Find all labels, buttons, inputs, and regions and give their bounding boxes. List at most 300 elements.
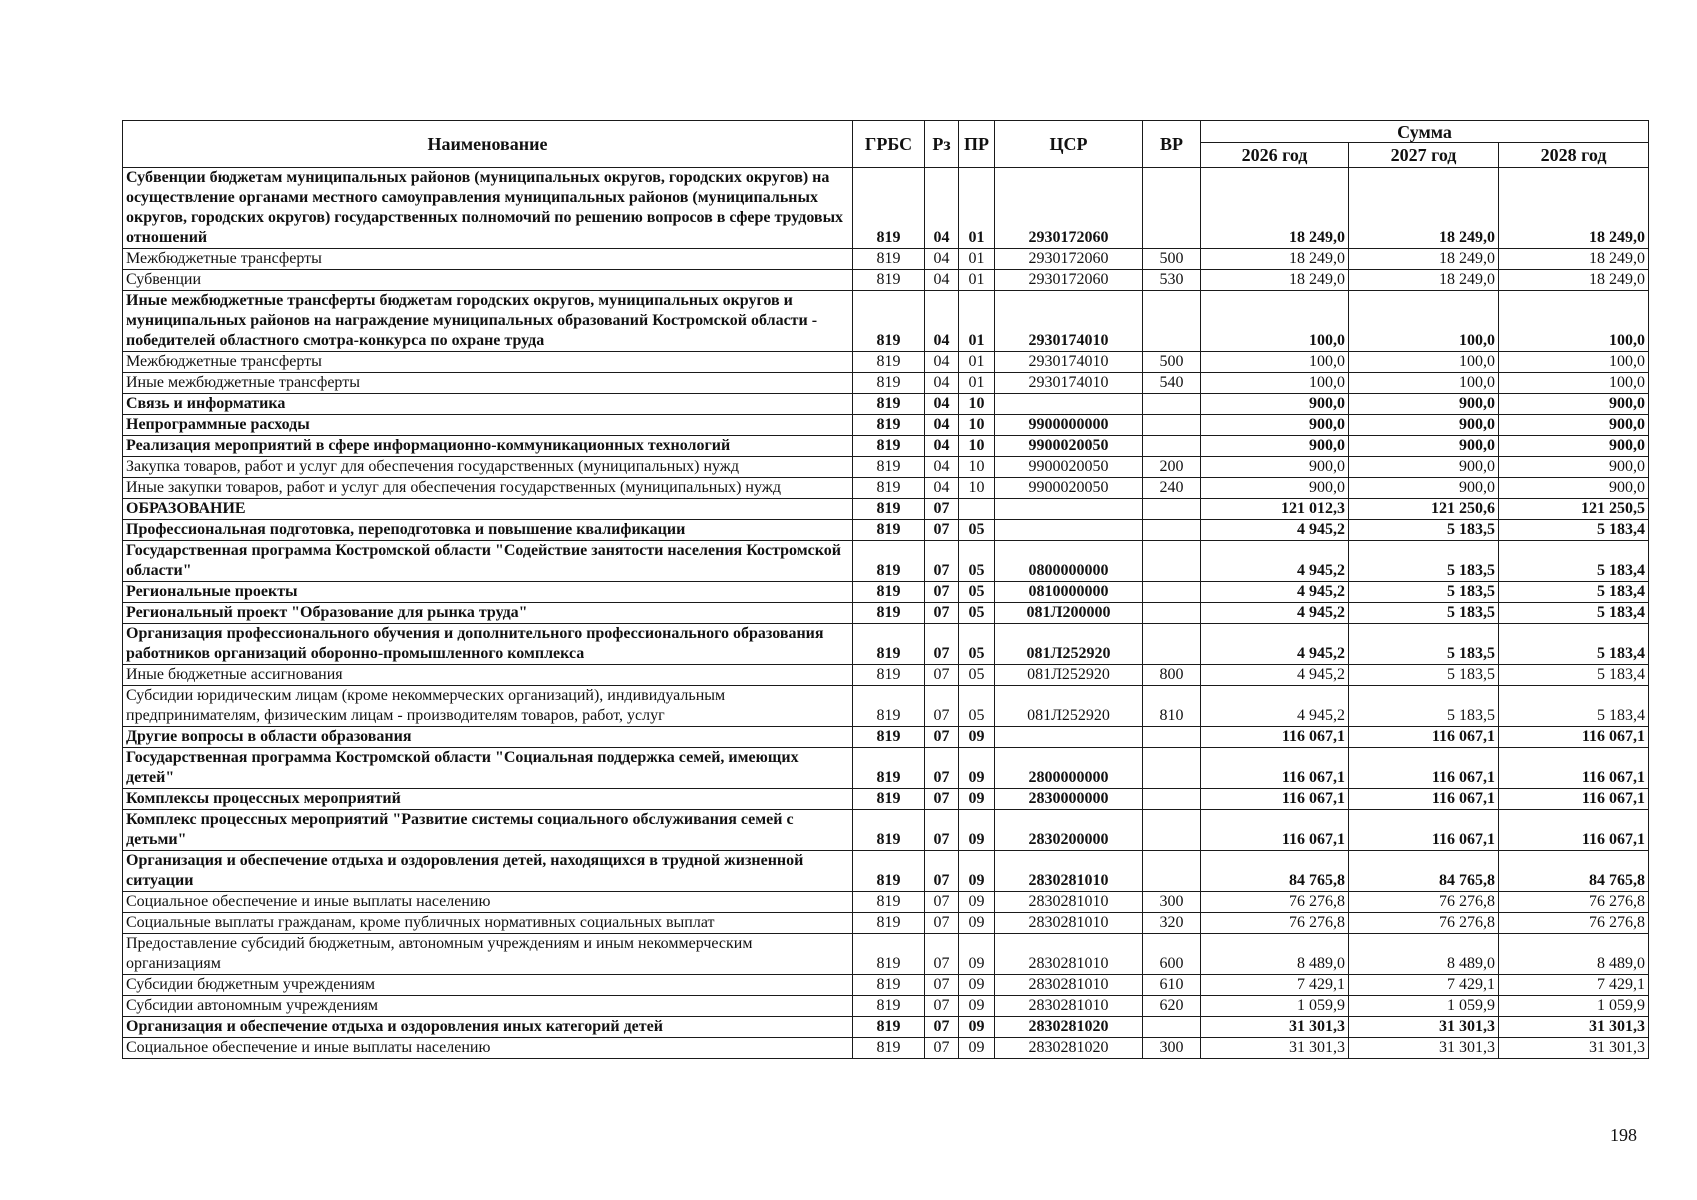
row-amount-2028: 31 301,3 xyxy=(1499,1038,1649,1059)
table-row xyxy=(123,520,1649,541)
row-name: ОБРАЗОВАНИЕ xyxy=(123,499,853,520)
row-amount-2027: 900,0 xyxy=(1349,394,1499,415)
row-grbs: 819 xyxy=(853,436,925,457)
row-amount-2028: 100,0 xyxy=(1499,352,1649,373)
row-rz: 07 xyxy=(925,851,959,892)
row-name: Межбюджетные трансферты xyxy=(123,249,853,270)
row-grbs: 819 xyxy=(853,520,925,541)
row-pr: 09 xyxy=(959,1038,995,1059)
row-name: Государственная программа Костромской области "Социальная поддержка семей, имеющих детей" xyxy=(123,748,853,789)
row-pr: 01 xyxy=(959,352,995,373)
row-grbs: 819 xyxy=(853,415,925,436)
row-name: Субсидии бюджетным учреждениям xyxy=(123,975,853,996)
row-amount-2028: 7 429,1 xyxy=(1499,975,1649,996)
row-vr xyxy=(1143,168,1201,249)
row-amount-2028: 76 276,8 xyxy=(1499,892,1649,913)
row-vr: 540 xyxy=(1143,373,1201,394)
row-csr: 2930174010 xyxy=(995,352,1143,373)
row-pr xyxy=(959,499,995,520)
row-rz: 07 xyxy=(925,665,959,686)
row-name: Организация и обеспечение отдыха и оздоровления детей, находящихся в трудной жизненной ситуации xyxy=(123,851,853,892)
row-vr xyxy=(1143,436,1201,457)
row-vr: 600 xyxy=(1143,934,1201,975)
row-amount-2028: 5 183,4 xyxy=(1499,665,1649,686)
row-amount-2027: 18 249,0 xyxy=(1349,249,1499,270)
row-vr: 500 xyxy=(1143,249,1201,270)
row-amount-2027: 116 067,1 xyxy=(1349,789,1499,810)
row-vr xyxy=(1143,520,1201,541)
header-csr: ЦСР xyxy=(995,121,1143,168)
row-vr xyxy=(1143,541,1201,582)
row-grbs: 819 xyxy=(853,541,925,582)
row-grbs: 819 xyxy=(853,851,925,892)
row-grbs: 819 xyxy=(853,913,925,934)
row-pr: 10 xyxy=(959,394,995,415)
row-amount-2026: 18 249,0 xyxy=(1201,270,1349,291)
row-grbs: 819 xyxy=(853,499,925,520)
row-amount-2026: 900,0 xyxy=(1201,478,1349,499)
row-vr xyxy=(1143,603,1201,624)
row-grbs: 819 xyxy=(853,352,925,373)
row-name: Комплексы процессных мероприятий xyxy=(123,789,853,810)
row-rz: 04 xyxy=(925,352,959,373)
row-amount-2028: 900,0 xyxy=(1499,436,1649,457)
row-amount-2028: 900,0 xyxy=(1499,457,1649,478)
row-amount-2026: 18 249,0 xyxy=(1201,168,1349,249)
row-amount-2026: 116 067,1 xyxy=(1201,727,1349,748)
row-rz: 07 xyxy=(925,1017,959,1038)
row-name: Субсидии автономным учреждениям xyxy=(123,996,853,1017)
row-rz: 07 xyxy=(925,603,959,624)
table-row xyxy=(123,1017,1649,1038)
row-rz: 04 xyxy=(925,436,959,457)
row-csr: 2930172060 xyxy=(995,168,1143,249)
row-name: Субвенции xyxy=(123,270,853,291)
row-csr: 9900020050 xyxy=(995,457,1143,478)
row-csr: 2930172060 xyxy=(995,249,1143,270)
row-amount-2027: 121 250,6 xyxy=(1349,499,1499,520)
row-rz: 07 xyxy=(925,541,959,582)
table-row xyxy=(123,934,1649,975)
header-grbs: ГРБС xyxy=(853,121,925,168)
row-vr xyxy=(1143,851,1201,892)
table-row xyxy=(123,394,1649,415)
row-pr: 10 xyxy=(959,478,995,499)
row-name: Региональные проекты xyxy=(123,582,853,603)
row-amount-2027: 5 183,5 xyxy=(1349,520,1499,541)
row-amount-2028: 5 183,4 xyxy=(1499,624,1649,665)
row-grbs: 819 xyxy=(853,1017,925,1038)
row-grbs: 819 xyxy=(853,270,925,291)
row-amount-2028: 116 067,1 xyxy=(1499,727,1649,748)
table-row xyxy=(123,603,1649,624)
row-grbs: 819 xyxy=(853,373,925,394)
row-name: Субсидии юридическим лицам (кроме некоммерческих организаций), индивидуальным предпринимателям, физическим лицам - производителям товаров, работ, услуг xyxy=(123,686,853,727)
row-pr: 05 xyxy=(959,686,995,727)
row-csr: 2930174010 xyxy=(995,291,1143,352)
row-amount-2027: 31 301,3 xyxy=(1349,1017,1499,1038)
table-row xyxy=(123,249,1649,270)
table-row xyxy=(123,457,1649,478)
row-amount-2028: 116 067,1 xyxy=(1499,810,1649,851)
row-csr: 2830000000 xyxy=(995,789,1143,810)
row-amount-2028: 5 183,4 xyxy=(1499,603,1649,624)
row-rz: 07 xyxy=(925,686,959,727)
row-rz: 04 xyxy=(925,168,959,249)
row-grbs: 819 xyxy=(853,249,925,270)
table-row xyxy=(123,686,1649,727)
table-row xyxy=(123,541,1649,582)
header-year-2026: 2026 год xyxy=(1201,143,1349,168)
row-grbs: 819 xyxy=(853,582,925,603)
row-amount-2026: 4 945,2 xyxy=(1201,541,1349,582)
row-amount-2027: 7 429,1 xyxy=(1349,975,1499,996)
row-csr: 2830281020 xyxy=(995,1017,1143,1038)
row-amount-2027: 84 765,8 xyxy=(1349,851,1499,892)
row-amount-2026: 4 945,2 xyxy=(1201,520,1349,541)
row-amount-2026: 31 301,3 xyxy=(1201,1038,1349,1059)
row-grbs: 819 xyxy=(853,934,925,975)
row-rz: 07 xyxy=(925,1038,959,1059)
table-row xyxy=(123,415,1649,436)
row-pr: 09 xyxy=(959,892,995,913)
table-row xyxy=(123,996,1649,1017)
row-vr: 300 xyxy=(1143,892,1201,913)
row-vr xyxy=(1143,1017,1201,1038)
row-amount-2027: 5 183,5 xyxy=(1349,603,1499,624)
row-pr: 05 xyxy=(959,541,995,582)
row-name: Социальные выплаты гражданам, кроме публичных нормативных социальных выплат xyxy=(123,913,853,934)
row-vr: 200 xyxy=(1143,457,1201,478)
row-vr xyxy=(1143,291,1201,352)
row-name: Субвенции бюджетам муниципальных районов (муниципальных округов, городских округов) на осуществление органами местного самоуправления муниципальных районов (муниципальных округов, городских округов) государственных полномочий по решению вопросов в сфере трудовых отношений xyxy=(123,168,853,249)
row-csr: 2830281020 xyxy=(995,1038,1143,1059)
row-pr: 01 xyxy=(959,249,995,270)
row-amount-2028: 100,0 xyxy=(1499,291,1649,352)
row-amount-2028: 5 183,4 xyxy=(1499,582,1649,603)
row-rz: 07 xyxy=(925,913,959,934)
row-csr: 081Л252920 xyxy=(995,665,1143,686)
row-rz: 04 xyxy=(925,291,959,352)
row-csr: 2830281010 xyxy=(995,851,1143,892)
row-rz: 04 xyxy=(925,478,959,499)
row-amount-2026: 76 276,8 xyxy=(1201,892,1349,913)
table-row xyxy=(123,975,1649,996)
row-amount-2026: 116 067,1 xyxy=(1201,748,1349,789)
row-rz: 04 xyxy=(925,415,959,436)
row-name: Реализация мероприятий в сфере информационно-коммуникационных технологий xyxy=(123,436,853,457)
row-csr: 081Л200000 xyxy=(995,603,1143,624)
row-amount-2026: 100,0 xyxy=(1201,352,1349,373)
row-amount-2026: 18 249,0 xyxy=(1201,249,1349,270)
row-amount-2028: 900,0 xyxy=(1499,415,1649,436)
row-amount-2027: 116 067,1 xyxy=(1349,727,1499,748)
row-amount-2027: 900,0 xyxy=(1349,436,1499,457)
row-amount-2027: 5 183,5 xyxy=(1349,541,1499,582)
row-csr: 9900000000 xyxy=(995,415,1143,436)
row-amount-2026: 4 945,2 xyxy=(1201,686,1349,727)
row-pr: 05 xyxy=(959,665,995,686)
header-year-2028: 2028 год xyxy=(1499,143,1649,168)
row-vr xyxy=(1143,415,1201,436)
row-name: Комплекс процессных мероприятий "Развитие системы социального обслуживания семей с детьми" xyxy=(123,810,853,851)
table-row xyxy=(123,665,1649,686)
row-grbs: 819 xyxy=(853,748,925,789)
row-csr: 2830281010 xyxy=(995,913,1143,934)
row-amount-2027: 116 067,1 xyxy=(1349,748,1499,789)
table-row xyxy=(123,373,1649,394)
row-pr: 01 xyxy=(959,373,995,394)
row-grbs: 819 xyxy=(853,892,925,913)
table-body xyxy=(123,168,1649,1059)
table-row xyxy=(123,913,1649,934)
row-amount-2028: 100,0 xyxy=(1499,373,1649,394)
row-amount-2028: 76 276,8 xyxy=(1499,913,1649,934)
row-vr xyxy=(1143,789,1201,810)
row-vr: 300 xyxy=(1143,1038,1201,1059)
row-vr: 800 xyxy=(1143,665,1201,686)
row-amount-2026: 900,0 xyxy=(1201,457,1349,478)
row-grbs: 819 xyxy=(853,1038,925,1059)
row-amount-2027: 5 183,5 xyxy=(1349,665,1499,686)
row-pr: 09 xyxy=(959,748,995,789)
row-amount-2027: 31 301,3 xyxy=(1349,1038,1499,1059)
row-name: Другие вопросы в области образования xyxy=(123,727,853,748)
header-name: Наименование xyxy=(123,121,853,168)
row-pr: 10 xyxy=(959,436,995,457)
row-pr: 09 xyxy=(959,1017,995,1038)
row-name: Закупка товаров, работ и услуг для обеспечения государственных (муниципальных) нужд xyxy=(123,457,853,478)
row-csr: 9900020050 xyxy=(995,478,1143,499)
row-amount-2026: 900,0 xyxy=(1201,415,1349,436)
row-pr: 05 xyxy=(959,624,995,665)
row-pr: 09 xyxy=(959,789,995,810)
row-csr: 0800000000 xyxy=(995,541,1143,582)
row-rz: 07 xyxy=(925,934,959,975)
row-amount-2028: 900,0 xyxy=(1499,394,1649,415)
row-amount-2027: 5 183,5 xyxy=(1349,624,1499,665)
row-amount-2026: 1 059,9 xyxy=(1201,996,1349,1017)
row-vr: 610 xyxy=(1143,975,1201,996)
row-amount-2027: 8 489,0 xyxy=(1349,934,1499,975)
row-amount-2027: 5 183,5 xyxy=(1349,686,1499,727)
row-amount-2026: 4 945,2 xyxy=(1201,624,1349,665)
row-name: Предоставление субсидий бюджетным, автономным учреждениям и иным некоммерческим организациям xyxy=(123,934,853,975)
row-amount-2027: 76 276,8 xyxy=(1349,892,1499,913)
row-grbs: 819 xyxy=(853,394,925,415)
row-amount-2026: 100,0 xyxy=(1201,291,1349,352)
row-grbs: 819 xyxy=(853,624,925,665)
row-csr: 2830281010 xyxy=(995,934,1143,975)
row-grbs: 819 xyxy=(853,603,925,624)
row-amount-2028: 18 249,0 xyxy=(1499,168,1649,249)
row-rz: 07 xyxy=(925,810,959,851)
table-row xyxy=(123,436,1649,457)
header-sum: Сумма xyxy=(1201,121,1649,143)
table-row xyxy=(123,270,1649,291)
row-amount-2027: 100,0 xyxy=(1349,373,1499,394)
row-name: Непрограммные расходы xyxy=(123,415,853,436)
row-amount-2026: 900,0 xyxy=(1201,394,1349,415)
row-rz: 04 xyxy=(925,373,959,394)
row-amount-2027: 116 067,1 xyxy=(1349,810,1499,851)
row-grbs: 819 xyxy=(853,810,925,851)
row-rz: 07 xyxy=(925,789,959,810)
row-name: Государственная программа Костромской области "Содействие занятости населения Костромской области" xyxy=(123,541,853,582)
row-csr: 2830281010 xyxy=(995,975,1143,996)
row-amount-2027: 18 249,0 xyxy=(1349,270,1499,291)
row-rz: 07 xyxy=(925,892,959,913)
row-rz: 04 xyxy=(925,457,959,478)
row-csr: 2830281010 xyxy=(995,892,1143,913)
row-grbs: 819 xyxy=(853,686,925,727)
row-grbs: 819 xyxy=(853,789,925,810)
row-pr: 05 xyxy=(959,582,995,603)
row-csr xyxy=(995,499,1143,520)
row-rz: 07 xyxy=(925,748,959,789)
row-vr: 530 xyxy=(1143,270,1201,291)
row-vr xyxy=(1143,748,1201,789)
row-name: Региональный проект "Образование для рынка труда" xyxy=(123,603,853,624)
row-csr xyxy=(995,520,1143,541)
page-number: 198 xyxy=(1610,1125,1637,1145)
row-name: Организация профессионального обучения и дополнительного профессионального образования работников организаций оборонно-промышленного комплекса xyxy=(123,624,853,665)
header-pr: ПР xyxy=(959,121,995,168)
table-row xyxy=(123,352,1649,373)
row-amount-2026: 4 945,2 xyxy=(1201,582,1349,603)
row-name: Иные межбюджетные трансферты xyxy=(123,373,853,394)
row-amount-2028: 5 183,4 xyxy=(1499,686,1649,727)
row-amount-2027: 18 249,0 xyxy=(1349,168,1499,249)
row-csr xyxy=(995,727,1143,748)
row-amount-2027: 900,0 xyxy=(1349,457,1499,478)
row-vr xyxy=(1143,727,1201,748)
budget-table xyxy=(122,120,1649,1059)
row-rz: 04 xyxy=(925,249,959,270)
row-pr: 05 xyxy=(959,603,995,624)
row-csr: 2930172060 xyxy=(995,270,1143,291)
table-header xyxy=(123,121,1649,168)
row-amount-2027: 900,0 xyxy=(1349,415,1499,436)
row-amount-2026: 31 301,3 xyxy=(1201,1017,1349,1038)
row-vr: 620 xyxy=(1143,996,1201,1017)
row-rz: 07 xyxy=(925,996,959,1017)
row-rz: 07 xyxy=(925,727,959,748)
row-amount-2026: 116 067,1 xyxy=(1201,810,1349,851)
row-pr: 09 xyxy=(959,913,995,934)
row-amount-2028: 5 183,4 xyxy=(1499,520,1649,541)
row-vr xyxy=(1143,810,1201,851)
table-row xyxy=(123,582,1649,603)
row-pr: 09 xyxy=(959,934,995,975)
row-amount-2026: 121 012,3 xyxy=(1201,499,1349,520)
row-rz: 04 xyxy=(925,270,959,291)
row-amount-2028: 8 489,0 xyxy=(1499,934,1649,975)
row-pr: 01 xyxy=(959,291,995,352)
row-amount-2026: 100,0 xyxy=(1201,373,1349,394)
row-csr: 0810000000 xyxy=(995,582,1143,603)
row-amount-2028: 31 301,3 xyxy=(1499,1017,1649,1038)
row-csr: 081Л252920 xyxy=(995,624,1143,665)
row-amount-2028: 84 765,8 xyxy=(1499,851,1649,892)
row-pr: 09 xyxy=(959,810,995,851)
table-row xyxy=(123,168,1649,249)
row-amount-2028: 5 183,4 xyxy=(1499,541,1649,582)
row-amount-2028: 18 249,0 xyxy=(1499,270,1649,291)
row-name: Иные бюджетные ассигнования xyxy=(123,665,853,686)
row-amount-2027: 100,0 xyxy=(1349,352,1499,373)
row-name: Иные закупки товаров, работ и услуг для обеспечения государственных (муниципальных) нужд xyxy=(123,478,853,499)
row-csr: 9900020050 xyxy=(995,436,1143,457)
row-grbs: 819 xyxy=(853,457,925,478)
table-row xyxy=(123,727,1649,748)
row-vr xyxy=(1143,582,1201,603)
row-amount-2027: 900,0 xyxy=(1349,478,1499,499)
row-amount-2028: 18 249,0 xyxy=(1499,249,1649,270)
row-name: Межбюджетные трансферты xyxy=(123,352,853,373)
row-grbs: 819 xyxy=(853,727,925,748)
row-grbs: 819 xyxy=(853,478,925,499)
table-row xyxy=(123,1038,1649,1059)
row-vr: 810 xyxy=(1143,686,1201,727)
row-amount-2026: 4 945,2 xyxy=(1201,603,1349,624)
row-amount-2026: 4 945,2 xyxy=(1201,665,1349,686)
table-row xyxy=(123,624,1649,665)
header-rz: Рз xyxy=(925,121,959,168)
row-name: Иные межбюджетные трансферты бюджетам городских округов, муниципальных округов и муниципальных районов на награждение муниципальных образований Костромской области - победителей областного смотра-конкурса по охране труда xyxy=(123,291,853,352)
row-amount-2027: 100,0 xyxy=(1349,291,1499,352)
table-row xyxy=(123,851,1649,892)
row-grbs: 819 xyxy=(853,168,925,249)
row-pr: 09 xyxy=(959,851,995,892)
row-csr: 2930174010 xyxy=(995,373,1143,394)
row-amount-2027: 76 276,8 xyxy=(1349,913,1499,934)
row-grbs: 819 xyxy=(853,975,925,996)
row-rz: 07 xyxy=(925,624,959,665)
row-name: Профессиональная подготовка, переподготовка и повышение квалификации xyxy=(123,520,853,541)
row-pr: 01 xyxy=(959,270,995,291)
row-amount-2028: 116 067,1 xyxy=(1499,789,1649,810)
row-csr xyxy=(995,394,1143,415)
row-amount-2028: 121 250,5 xyxy=(1499,499,1649,520)
row-vr: 500 xyxy=(1143,352,1201,373)
row-pr: 01 xyxy=(959,168,995,249)
row-amount-2026: 900,0 xyxy=(1201,436,1349,457)
row-amount-2026: 116 067,1 xyxy=(1201,789,1349,810)
row-amount-2028: 1 059,9 xyxy=(1499,996,1649,1017)
row-vr xyxy=(1143,624,1201,665)
row-grbs: 819 xyxy=(853,996,925,1017)
row-rz: 07 xyxy=(925,582,959,603)
row-vr xyxy=(1143,394,1201,415)
row-name: Связь и информатика xyxy=(123,394,853,415)
row-vr xyxy=(1143,499,1201,520)
table-row xyxy=(123,291,1649,352)
row-pr: 09 xyxy=(959,727,995,748)
row-name: Организация и обеспечение отдыха и оздоровления иных категорий детей xyxy=(123,1017,853,1038)
table-row xyxy=(123,892,1649,913)
row-grbs: 819 xyxy=(853,665,925,686)
table-row xyxy=(123,748,1649,789)
row-pr: 09 xyxy=(959,975,995,996)
row-amount-2026: 76 276,8 xyxy=(1201,913,1349,934)
row-grbs: 819 xyxy=(853,291,925,352)
row-vr: 240 xyxy=(1143,478,1201,499)
table-row xyxy=(123,810,1649,851)
row-csr: 081Л252920 xyxy=(995,686,1143,727)
header-year-2027: 2027 год xyxy=(1349,143,1499,168)
header-vr: ВР xyxy=(1143,121,1201,168)
